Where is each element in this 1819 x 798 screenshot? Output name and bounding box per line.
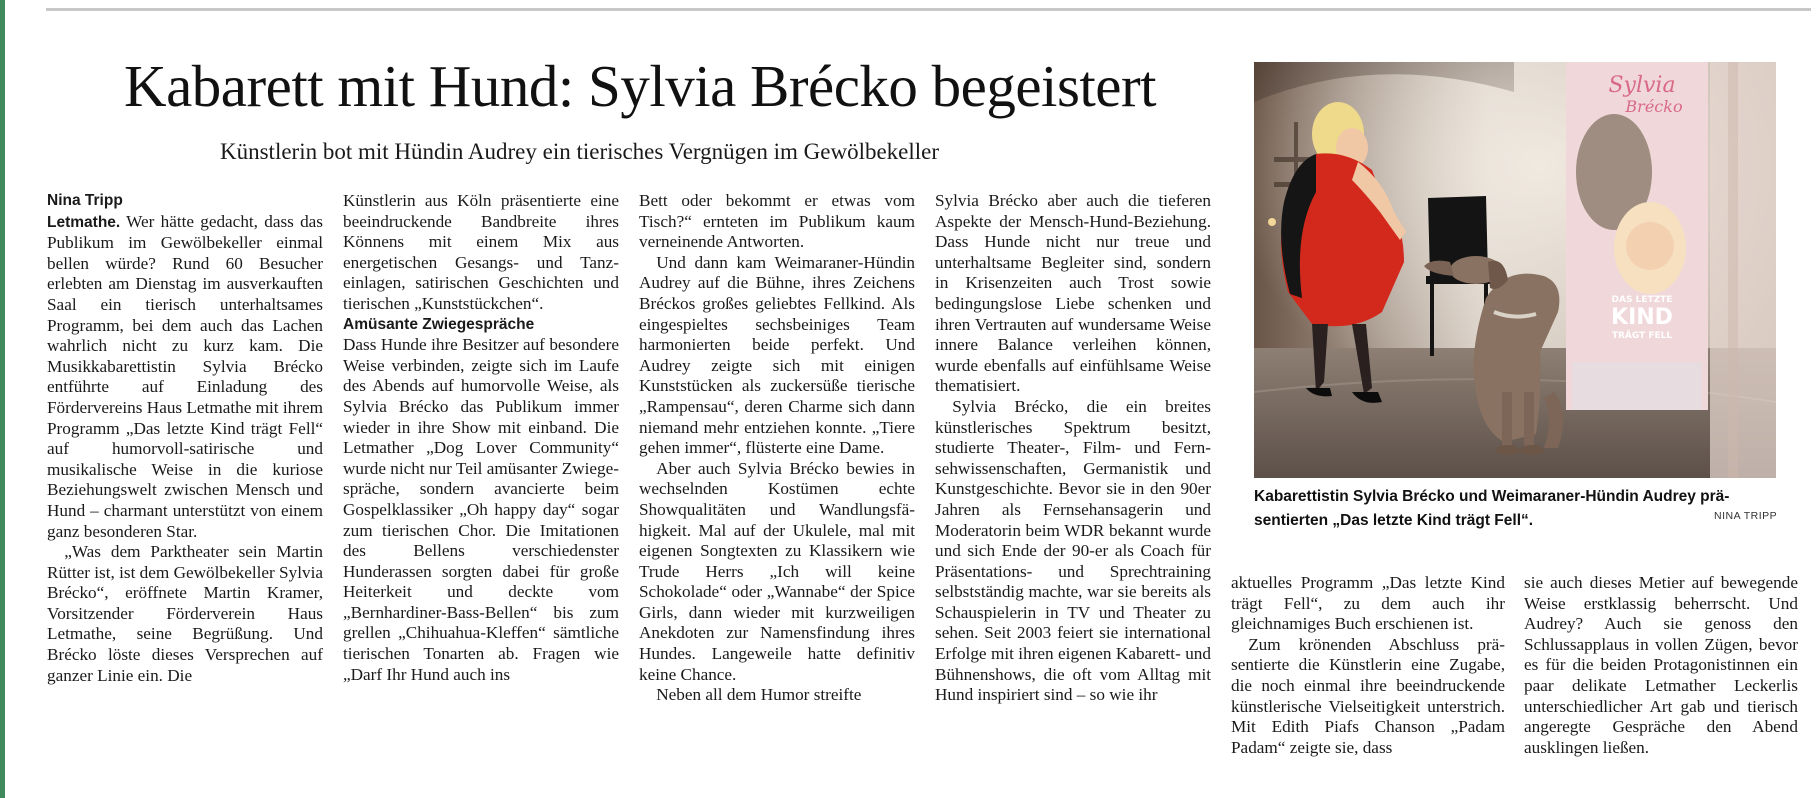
paragraph: Und dann kam Weimaraner-Hündin Audrey auf die Bühne, ihres Zeichens Bréckos großes geliebtes Fellkind. Als eingespieltes sechsbeiniges Team harmonierten beide perfekt. Und Audrey zeigte sich mit einigen Kunststücken als zuckersüße tierische „Rampensau“, deren Charme sich dann niemand mehr entziehen konnte. „Tiere gehen immer“, flüsterte eine Dame. <box>639 252 915 458</box>
crosshead: Amüsante Zwiegespräche <box>343 315 535 333</box>
photo-credit: NINA TRIPP <box>1714 510 1778 522</box>
article-column-4 <box>935 191 1211 706</box>
article-column-3 <box>639 191 915 706</box>
byline: Nina Tripp <box>47 192 123 209</box>
paragraph: aktuelles Programm „Das letzte Kind trägt Fell“, zu dem auch ihr gleichnamiges Buch erschienen ist. <box>1231 573 1505 634</box>
paragraph: Sylvia Brécko aber auch die tieferen Aspekte der Mensch-Hund-Beziehung. Dass Hunde nicht nur treue und unterhaltsame Begleiter sind, sondern in Krisenzeiten auch Trost sowie bedingungslose Liebe schenken und ihren Vertrauten auf wundersame Weise innere Balance verleihen können, wurde ebenfalls auf einfühlsame Weise thematisiert. <box>935 191 1211 396</box>
dateline: Letmathe. <box>47 213 121 231</box>
poster-text-1: DAS LETZTE <box>1611 295 1673 305</box>
headline: Kabarett mit Hund: Sylvia Brécko begeistert <box>124 53 1157 119</box>
paragraph-text: Wer hätte gedacht, dass das Publikum im Gewölbekeller einmal bellen würde? Rund 60 Besucher erlebten am Dienstag im ausverkauften Saal ein tierisch unterhaltsames Programm, bei dem auch das Lachen wahrlich nicht zu kurz kam. Die Musikkabarettistin Sylvia Brécko entführte auf Einladung des Fördervereins Haus Letmathe mit ihrem Programm „Das letzte Kind trägt Fell“ auf humorvoll-satirische und musikalische Weise in die kuriose Beziehungswelt zwischen Mensch und Hund – charmant unterstützt von einem ganz besonderen Star. <box>47 211 323 541</box>
paragraph: Künstlerin aus Köln präsentierte eine beeindruckende Bandbreite ihres Könnens mit einem Mix aus energetischen Gesangs- und Tanzeinlagen, satirischen Geschichten und tierischen „Kunststückchen“. <box>343 191 619 313</box>
article-photo <box>1254 62 1776 478</box>
article-column-1 <box>47 191 323 686</box>
paragraph: „Was dem Parktheater sein Martin Rütter ist, ist dem Gewölbekeller Sylvia Brécko“, eröffnete Martin Kramer, Vorsitzender Förderverein Haus Letmathe, seine Begrüßung. Und Brécko löste dieses Versprechen auf ganzer Linie ein. Die <box>47 542 323 685</box>
article-column-2 <box>343 191 619 685</box>
top-rule <box>46 8 1811 11</box>
paragraph: Zum krönenden Abschluss präsentierte die Künstlerin eine Zugabe, die noch einmal ihre beeindruckende künstlerische Vielseitigkeit unterstrich. Mit Edith Piafs Chanson „Padam Padam“ zeigte sie, dass <box>1231 634 1505 757</box>
subheadline: Künstlerin bot mit Hündin Audrey ein tierisches Vergnügen im Gewölbekeller <box>220 139 940 164</box>
paragraph: Neben all dem Humor streifte <box>656 685 862 705</box>
page-edge-accent <box>0 0 5 798</box>
paragraph: Bett oder bekommt er etwas vom Tisch?“ ernteten im Publikum kaum verneinende Antworten. <box>639 191 915 252</box>
paragraph: Dass Hunde ihre Besitzer auf besondere Weise verbinden, zeigte sich im Laufe des Abends auf humorvolle Weise, als Sylvia Brécko das Publikum immer wieder in ihre Show mit einband. Die Letmather „Dog Lover Community“ wurde nicht nur Teil amüsanter Zwiegespräche, sondern avancierte beim Gospelklassiker „Oh happy day“ sogar zum tierischen Chor. Die Imitationen des Bellens verschiedenster Hunderassen sorgten dabei für große Heiterkeit und deckte vom „Bernhardiner-Bass-Bellen“ bis zum grellen „Chihuahua-Kleffen“ sämtliche tierischen Tonarten ab. Fragen wie „Darf Ihr Hund auch ins <box>343 335 619 684</box>
paragraph: Sylvia Brécko, die ein breites künstlerisches Spektrum besitzt, studierte Theater-, Film- und Fernsehwissenschaften, Germanistik und Kunstgeschichte. Bevor sie in den 90er Jahren als Fernsehansagerin und Moderatorin beim WDR bekannt wurde und sich Ende der 90-er als Coach für Präsentations- und Sprechtraining selbstständig machte, war sie bereits als Schauspielerin in TV und Theater zu sehen. Seit 2003 feiert sie international Erfolge mit ihren eigenen Kabarett- und Bühnenshows, die oft vom Alltag mit Hund inspiriert sind – so wie ihr <box>935 396 1211 705</box>
paragraph <box>47 212 323 543</box>
photo-illustration <box>1254 62 1776 478</box>
poster-text-3: TRÄGT FELL <box>1611 331 1673 341</box>
paragraph: sie auch dieses Metier auf bewegende Weise erstklassig beherrscht. Und Audrey? Auch sie genoss den Schlussapplaus in vollen Zügen, bevor es für die beiden Protagonistinnen ein paar delikate Letmather Leckerlis unterschiedlicher Art gab und tierisch angeregte Gespräche den Abend ausklingen ließen. <box>1524 573 1798 757</box>
photo-caption: Kabarettistin Sylvia Brécko und Weimaraner-Hündin Audrey präsentierten „Das letzte Kind trägt Fell“. <box>1254 488 1730 529</box>
article-column-5 <box>1231 573 1505 758</box>
poster-text-2: KIND <box>1611 305 1673 330</box>
paragraph: Aber auch Sylvia Brécko bewies in wechselnden Kostümen echte Showqualitäten und Wandlungsfähigkeit. Mal auf der Ukulele, mal mit eigenen Songtexten zu Klassikern wie Trude Herrs „Ich will keine Schokolade“ oder „Wannabe“ der Spice Girls, dann wieder mit kurzweiligen Anekdoten zur Namensfindung ihres Hundes. Langeweile hatte definitiv keine Chance. <box>639 458 915 684</box>
poster-title-1: Sylvia <box>1608 73 1676 98</box>
article-column-6 <box>1524 573 1798 758</box>
poster-title-2: Brécko <box>1625 97 1683 116</box>
